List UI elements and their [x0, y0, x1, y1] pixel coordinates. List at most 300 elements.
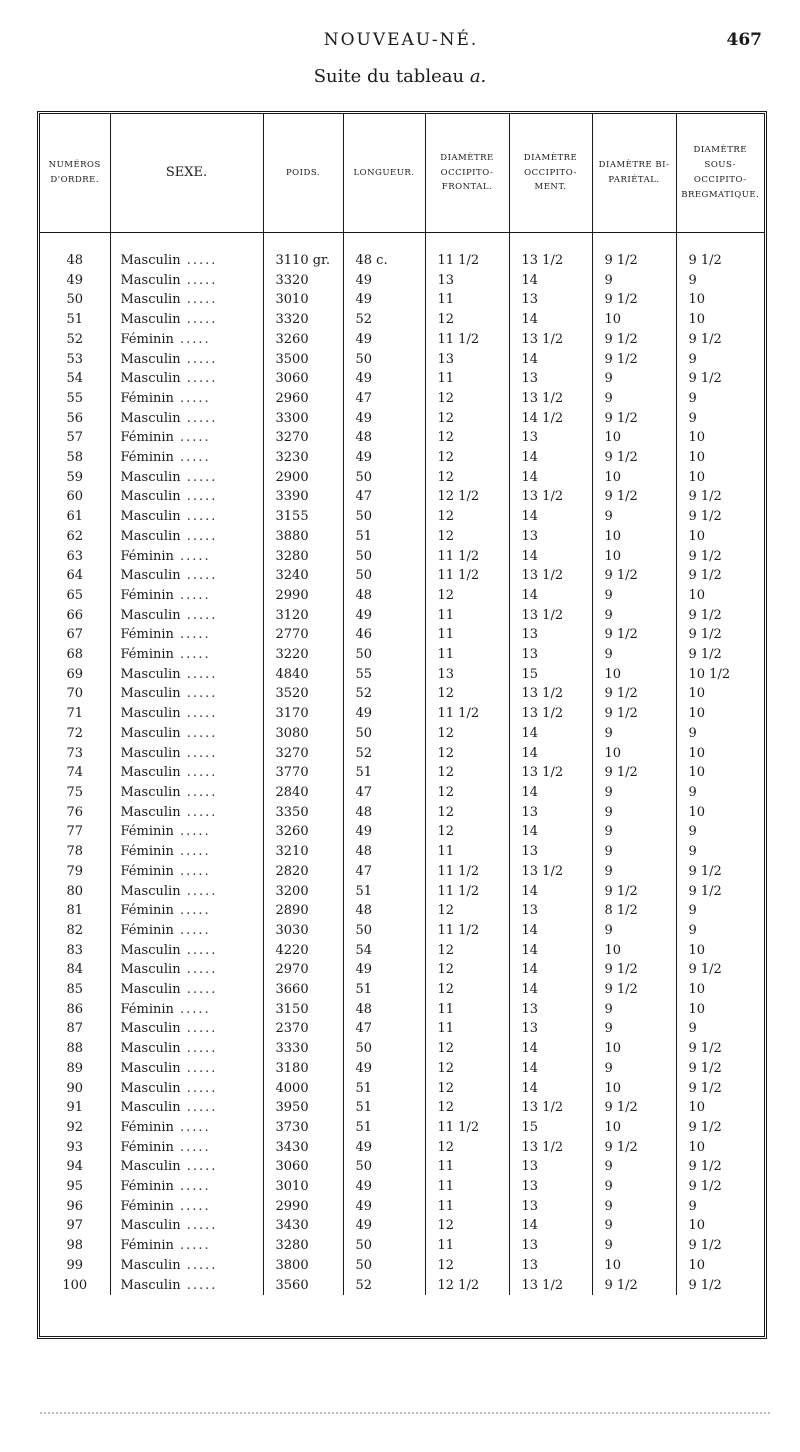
cell-sexe: [110, 1000, 263, 1020]
cell-numero: 71: [40, 704, 110, 724]
cell-poids: 3430: [263, 1138, 343, 1158]
cell-sous-occipito-bregmatique: 9 1/2: [688, 607, 722, 623]
dot-leaders: .....: [173, 863, 211, 879]
sexe-text: Masculin: [120, 1257, 181, 1273]
cell-occipito-frontal: 11: [425, 1177, 509, 1197]
table-row: [40, 1059, 764, 1079]
cell-occipito-frontal: 11: [425, 1019, 509, 1039]
cell-occipito-ment: 14: [509, 980, 592, 1000]
cell-occipito-ment: 13: [509, 645, 592, 665]
cell-sexe: [110, 862, 263, 882]
cell-poids: 3320: [263, 310, 343, 330]
sexe-text: Masculin: [120, 725, 181, 741]
sexe-text: Masculin: [120, 1080, 181, 1096]
cell-longueur: 49: [343, 448, 425, 468]
cell-sous-occipito-bregmatique: 9 1/2: [688, 331, 722, 347]
sexe-text: Masculin: [120, 469, 181, 485]
sexe-text: Féminin: [120, 647, 174, 663]
cell-sexe: [110, 527, 263, 547]
cell-sexe: [110, 1216, 263, 1236]
cell-poids: 2770: [263, 625, 343, 645]
cell-sexe: [110, 1118, 263, 1138]
table-row: [40, 527, 764, 547]
cell-longueur: 47: [343, 389, 425, 409]
cell-bi-parietal: 9: [592, 271, 676, 291]
cell-poids: 3170: [263, 704, 343, 724]
cell-bi-parietal: 9 1/2: [592, 625, 676, 645]
cell-bi-parietal: 9 1/2: [592, 350, 676, 370]
cell-bi-parietal: 8 1/2: [592, 901, 676, 921]
cell-occipito-ment: 13: [509, 901, 592, 921]
cell-poids: 2820: [263, 862, 343, 882]
cell-bi-parietal: 10: [592, 1079, 676, 1099]
cell-longueur: 50: [343, 468, 425, 488]
caption-table-letter: a.: [469, 66, 487, 87]
cell-poids: 3350: [263, 803, 343, 823]
sexe-text: Féminin: [120, 903, 174, 919]
cell-sexe: [110, 369, 263, 389]
cell-numero: 62: [40, 527, 110, 547]
cell-sexe: [110, 842, 263, 862]
cell-sexe: [110, 901, 263, 921]
cell-longueur: 50: [343, 1256, 425, 1276]
cell-poids: 2900: [263, 468, 343, 488]
cell-sous-occipito-bregmatique: 10: [688, 706, 706, 722]
cell-occipito-frontal: 13: [425, 665, 509, 685]
cell-longueur: 49: [343, 960, 425, 980]
cell-sexe: [110, 744, 263, 764]
cell-sexe: [110, 290, 263, 310]
cell-occipito-ment: 13: [509, 1000, 592, 1020]
cell-longueur: 47: [343, 862, 425, 882]
table-row: [40, 744, 764, 764]
cell-longueur: 51: [343, 1118, 425, 1138]
table-row: [40, 1019, 764, 1039]
cell-sexe: [110, 822, 263, 842]
cell-occipito-ment: 13: [509, 1256, 592, 1276]
dot-leaders: .....: [180, 568, 218, 584]
cell-numero: 92: [40, 1118, 110, 1138]
cell-occipito-frontal: 12: [425, 901, 509, 921]
cell-bi-parietal: 10: [592, 468, 676, 488]
cell-sexe: [110, 350, 263, 370]
cell-occipito-ment: 14: [509, 586, 592, 606]
cell-numero: 69: [40, 665, 110, 685]
dot-leaders: .....: [180, 942, 218, 958]
cell-poids: 2990: [263, 586, 343, 606]
cell-bi-parietal: 9 1/2: [592, 763, 676, 783]
table-row: [40, 941, 764, 961]
cell-numero: 65: [40, 586, 110, 606]
cell-numero: 95: [40, 1177, 110, 1197]
cell-numero: 100: [40, 1276, 110, 1296]
table-row: [40, 1256, 764, 1276]
cell-numero: 58: [40, 448, 110, 468]
table-row: [40, 921, 764, 941]
cell-sexe: [110, 1276, 263, 1296]
cell-longueur: 55: [343, 665, 425, 685]
dot-leaders: .....: [180, 607, 218, 623]
table-row: [40, 1197, 764, 1217]
table-header-row: [40, 114, 764, 233]
cell-poids: 3260: [263, 822, 343, 842]
sexe-text: Masculin: [120, 706, 181, 722]
cell-occipito-ment: 14: [509, 941, 592, 961]
cell-sexe: [110, 665, 263, 685]
cell-occipito-frontal: 11 1/2: [425, 921, 509, 941]
table-row: [40, 350, 764, 370]
cell-occipito-ment: 13 1/2: [509, 704, 592, 724]
col-header-bi-parietal: DIAMÈTRE BI-PARIÉTAL.: [592, 114, 676, 233]
cell-poids: 3280: [263, 1236, 343, 1256]
sexe-text: Féminin: [120, 450, 174, 466]
cell-poids: 3060: [263, 369, 343, 389]
table-row: [40, 1177, 764, 1197]
table-row: [40, 822, 764, 842]
cell-bi-parietal: 9 1/2: [592, 980, 676, 1000]
cell-occipito-ment: 13 1/2: [509, 862, 592, 882]
cell-sexe: [110, 586, 263, 606]
sexe-text: Masculin: [120, 1100, 181, 1116]
cell-occipito-ment: 14: [509, 783, 592, 803]
cell-occipito-frontal: 12: [425, 783, 509, 803]
cell-sous-occipito-bregmatique: 10: [688, 804, 706, 820]
cell-sous-occipito-bregmatique: 9: [688, 351, 697, 367]
cell-occipito-frontal: 11 1/2: [425, 862, 509, 882]
cell-occipito-frontal: 11: [425, 369, 509, 389]
cell-occipito-ment: 13 1/2: [509, 684, 592, 704]
col-header-occipito-frontal: DIAMÈTRE OCCIPITO-FRONTAL.: [425, 114, 509, 233]
cell-occipito-frontal: 12: [425, 724, 509, 744]
table-row: [40, 271, 764, 291]
cell-sexe: [110, 980, 263, 1000]
cell-occipito-frontal: 12: [425, 310, 509, 330]
cell-longueur: 49: [343, 409, 425, 429]
cell-sous-occipito-bregmatique: 9 1/2: [688, 647, 722, 663]
cell-sous-occipito-bregmatique: 10: [688, 430, 706, 446]
cell-sexe: [110, 1079, 263, 1099]
cell-poids: 2960: [263, 389, 343, 409]
cell-occipito-ment: 14: [509, 350, 592, 370]
table-row: [40, 763, 764, 783]
cell-occipito-frontal: 12: [425, 428, 509, 448]
cell-occipito-frontal: 11: [425, 1000, 509, 1020]
cell-longueur: 52: [343, 744, 425, 764]
cell-sexe: [110, 941, 263, 961]
cell-longueur: 49: [343, 290, 425, 310]
cell-sous-occipito-bregmatique: 9 1/2: [688, 1238, 722, 1254]
cell-sexe: [110, 1039, 263, 1059]
cell-occipito-ment: 13 1/2: [509, 330, 592, 350]
cell-bi-parietal: 9: [592, 822, 676, 842]
cell-sexe: [110, 566, 263, 586]
cell-longueur: 48: [343, 842, 425, 862]
cell-occipito-frontal: 12: [425, 960, 509, 980]
cell-longueur: 47: [343, 783, 425, 803]
dot-leaders: .....: [180, 962, 218, 978]
cell-bi-parietal: 9: [592, 842, 676, 862]
cell-sous-occipito-bregmatique: 10: [688, 1100, 706, 1116]
sexe-text: Masculin: [120, 982, 181, 998]
dot-leaders: .....: [173, 331, 211, 347]
cell-sous-occipito-bregmatique: 10: [688, 1139, 706, 1155]
cell-occipito-ment: 13 1/2: [509, 233, 592, 271]
cell-bi-parietal: 9: [592, 389, 676, 409]
table-row: [40, 1236, 764, 1256]
sexe-text: Masculin: [120, 1277, 181, 1293]
cell-occipito-ment: 13: [509, 1197, 592, 1217]
cell-occipito-ment: 13: [509, 625, 592, 645]
cell-sous-occipito-bregmatique: 9 1/2: [688, 883, 722, 899]
cell-bi-parietal: 9 1/2: [592, 448, 676, 468]
cell-poids: 3120: [263, 606, 343, 626]
table-caption: [0, 66, 800, 87]
cell-poids: 3155: [263, 507, 343, 527]
cell-sexe: [110, 448, 263, 468]
cell-sexe: [110, 704, 263, 724]
cell-poids: 2890: [263, 901, 343, 921]
cell-sexe: [110, 310, 263, 330]
sexe-text: Féminin: [120, 587, 174, 603]
sexe-text: Masculin: [120, 962, 181, 978]
cell-occipito-frontal: 13: [425, 350, 509, 370]
page-bottom-rule: [40, 1412, 770, 1418]
cell-occipito-ment: 13 1/2: [509, 487, 592, 507]
cell-occipito-ment: 15: [509, 665, 592, 685]
cell-sous-occipito-bregmatique: 9 1/2: [688, 489, 722, 505]
cell-bi-parietal: 10: [592, 527, 676, 547]
cell-sous-occipito-bregmatique: 9 1/2: [688, 1060, 722, 1076]
table-row: [40, 1157, 764, 1177]
table-row: [40, 389, 764, 409]
cell-longueur: 50: [343, 507, 425, 527]
cell-bi-parietal: 9: [592, 783, 676, 803]
table-row: [40, 684, 764, 704]
cell-bi-parietal: 9: [592, 645, 676, 665]
cell-numero: 87: [40, 1019, 110, 1039]
cell-poids: 3770: [263, 763, 343, 783]
cell-poids: 3430: [263, 1216, 343, 1236]
cell-sous-occipito-bregmatique: 9 1/2: [688, 1041, 722, 1057]
cell-poids: 3180: [263, 1059, 343, 1079]
dot-leaders: .....: [180, 804, 218, 820]
cell-bi-parietal: 9: [592, 1059, 676, 1079]
dot-leaders: .....: [180, 982, 218, 998]
dot-leaders: .....: [180, 1080, 218, 1096]
cell-occipito-ment: 13: [509, 803, 592, 823]
cell-sous-occipito-bregmatique: 9 1/2: [688, 1179, 722, 1195]
cell-longueur: 48: [343, 901, 425, 921]
table-row: [40, 1000, 764, 1020]
cell-bi-parietal: 10: [592, 1256, 676, 1276]
cell-sexe: [110, 625, 263, 645]
table-row: [40, 547, 764, 567]
cell-longueur: 47: [343, 1019, 425, 1039]
sexe-text: Masculin: [120, 528, 181, 544]
cell-occipito-frontal: 12: [425, 1138, 509, 1158]
cell-sous-occipito-bregmatique: 9 1/2: [688, 1159, 722, 1175]
cell-occipito-ment: 13: [509, 369, 592, 389]
cell-occipito-ment: 13 1/2: [509, 1138, 592, 1158]
cell-poids: 3730: [263, 1118, 343, 1138]
table-row: [40, 882, 764, 902]
cell-numero: 97: [40, 1216, 110, 1236]
cell-numero: 59: [40, 468, 110, 488]
cell-numero: 51: [40, 310, 110, 330]
cell-occipito-frontal: 12: [425, 1216, 509, 1236]
cell-sous-occipito-bregmatique: 9: [688, 410, 697, 426]
dot-leaders: .....: [180, 1159, 218, 1175]
cell-bi-parietal: 10: [592, 547, 676, 567]
sexe-text: Masculin: [120, 784, 181, 800]
cell-bi-parietal: 10: [592, 941, 676, 961]
cell-sous-occipito-bregmatique: 9 1/2: [688, 1277, 722, 1293]
table-row: [40, 625, 764, 645]
cell-sous-occipito-bregmatique: 10: [688, 1218, 706, 1234]
cell-sexe: [110, 233, 263, 271]
cell-longueur: 49: [343, 1197, 425, 1217]
table-row: [40, 1118, 764, 1138]
cell-poids: 3270: [263, 744, 343, 764]
cell-sous-occipito-bregmatique: 10: [688, 1001, 706, 1017]
cell-sous-occipito-bregmatique: 9: [688, 390, 697, 406]
sexe-text: Féminin: [120, 1119, 174, 1135]
cell-numero: 91: [40, 1098, 110, 1118]
cell-numero: 84: [40, 960, 110, 980]
cell-sous-occipito-bregmatique: 9: [688, 784, 697, 800]
cell-sexe: [110, 684, 263, 704]
cell-occipito-frontal: 13: [425, 271, 509, 291]
sexe-text: Féminin: [120, 824, 174, 840]
sexe-text: Féminin: [120, 844, 174, 860]
cell-sexe: [110, 724, 263, 744]
dot-leaders: .....: [180, 489, 218, 505]
cell-occipito-ment: 14: [509, 507, 592, 527]
cell-sous-occipito-bregmatique: 9: [688, 903, 697, 919]
cell-bi-parietal: 9: [592, 1019, 676, 1039]
cell-occipito-frontal: 11: [425, 645, 509, 665]
cell-occipito-ment: 14: [509, 448, 592, 468]
cell-sous-occipito-bregmatique: 9 1/2: [688, 1080, 722, 1096]
cell-occipito-ment: 14: [509, 310, 592, 330]
sexe-text: Féminin: [120, 1238, 174, 1254]
cell-occipito-frontal: 12: [425, 803, 509, 823]
table-row: [40, 369, 764, 389]
dot-leaders: .....: [173, 1119, 211, 1135]
cell-poids: 3320: [263, 271, 343, 291]
cell-longueur: 51: [343, 527, 425, 547]
cell-occipito-ment: 14: [509, 547, 592, 567]
cell-longueur: 50: [343, 645, 425, 665]
dot-leaders: .....: [180, 883, 218, 899]
cell-sexe: [110, 606, 263, 626]
col-header-sous-occipito-bregmatique: DIAMÈTRE SOUS-OCCIPITO-BREGMATIQUE.: [676, 114, 764, 233]
cell-sous-occipito-bregmatique: 10: [688, 469, 706, 485]
cell-sexe: [110, 763, 263, 783]
cell-numero: 74: [40, 763, 110, 783]
cell-poids: 3200: [263, 882, 343, 902]
cell-sous-occipito-bregmatique: 9: [688, 824, 697, 840]
cell-occipito-frontal: 11: [425, 1197, 509, 1217]
sexe-text: Féminin: [120, 390, 174, 406]
cell-sexe: [110, 468, 263, 488]
cell-numero: 61: [40, 507, 110, 527]
cell-occipito-ment: 14: [509, 921, 592, 941]
cell-numero: 57: [40, 428, 110, 448]
cell-sexe: [110, 389, 263, 409]
cell-sexe: [110, 1098, 263, 1118]
cell-longueur: 49: [343, 704, 425, 724]
cell-poids: 3500: [263, 350, 343, 370]
col-header-occipito-ment: DIAMÈTRE OCCIPITO-MENT.: [509, 114, 592, 233]
sexe-text: Masculin: [120, 489, 181, 505]
table-row: [40, 448, 764, 468]
sexe-text: Féminin: [120, 1198, 174, 1214]
cell-longueur: 50: [343, 1039, 425, 1059]
cell-sous-occipito-bregmatique: 10: [688, 312, 706, 328]
cell-numero: 60: [40, 487, 110, 507]
cell-occipito-ment: 13: [509, 1177, 592, 1197]
cell-numero: 93: [40, 1138, 110, 1158]
cell-sous-occipito-bregmatique: 9: [688, 844, 697, 860]
dot-leaders: .....: [180, 312, 218, 328]
cell-longueur: 54: [343, 941, 425, 961]
measurements-table: [40, 114, 764, 1295]
cell-longueur: 51: [343, 1098, 425, 1118]
cell-poids: 3520: [263, 684, 343, 704]
cell-sous-occipito-bregmatique: 10: [688, 528, 706, 544]
cell-longueur: 50: [343, 547, 425, 567]
cell-sous-occipito-bregmatique: 9: [688, 922, 697, 938]
cell-poids: 3270: [263, 428, 343, 448]
dot-leaders: .....: [180, 1021, 218, 1037]
cell-numero: 66: [40, 606, 110, 626]
cell-numero: 50: [40, 290, 110, 310]
cell-longueur: 49: [343, 822, 425, 842]
sexe-text: Masculin: [120, 509, 181, 525]
cell-sous-occipito-bregmatique: 10: [688, 686, 706, 702]
cell-longueur: 49: [343, 1059, 425, 1079]
cell-occipito-frontal: 12: [425, 744, 509, 764]
table-row: [40, 330, 764, 350]
cell-occipito-frontal: 11: [425, 625, 509, 645]
cell-sous-occipito-bregmatique: 10: [688, 745, 706, 761]
cell-sous-occipito-bregmatique: 9 1/2: [688, 568, 722, 584]
sexe-text: Masculin: [120, 1218, 181, 1234]
table-row: [40, 803, 764, 823]
sexe-text: Féminin: [120, 1179, 174, 1195]
cell-poids: 3060: [263, 1157, 343, 1177]
cell-occipito-frontal: 12: [425, 980, 509, 1000]
cell-occipito-frontal: 12: [425, 1098, 509, 1118]
cell-bi-parietal: 10: [592, 428, 676, 448]
cell-bi-parietal: 9 1/2: [592, 233, 676, 271]
cell-occipito-frontal: 11 1/2: [425, 1118, 509, 1138]
cell-numero: 98: [40, 1236, 110, 1256]
cell-sexe: [110, 1138, 263, 1158]
dot-leaders: .....: [180, 371, 218, 387]
cell-poids: 3010: [263, 1177, 343, 1197]
cell-sous-occipito-bregmatique: 9 1/2: [688, 253, 722, 268]
table-row: [40, 1079, 764, 1099]
sexe-text: Masculin: [120, 765, 181, 781]
col-header-longueur: LONGUEUR.: [343, 114, 425, 233]
sexe-text: Masculin: [120, 883, 181, 899]
dot-leaders: .....: [173, 627, 211, 643]
table-row: [40, 233, 764, 271]
cell-poids: 3230: [263, 448, 343, 468]
cell-poids: 3110 gr.: [263, 233, 343, 271]
